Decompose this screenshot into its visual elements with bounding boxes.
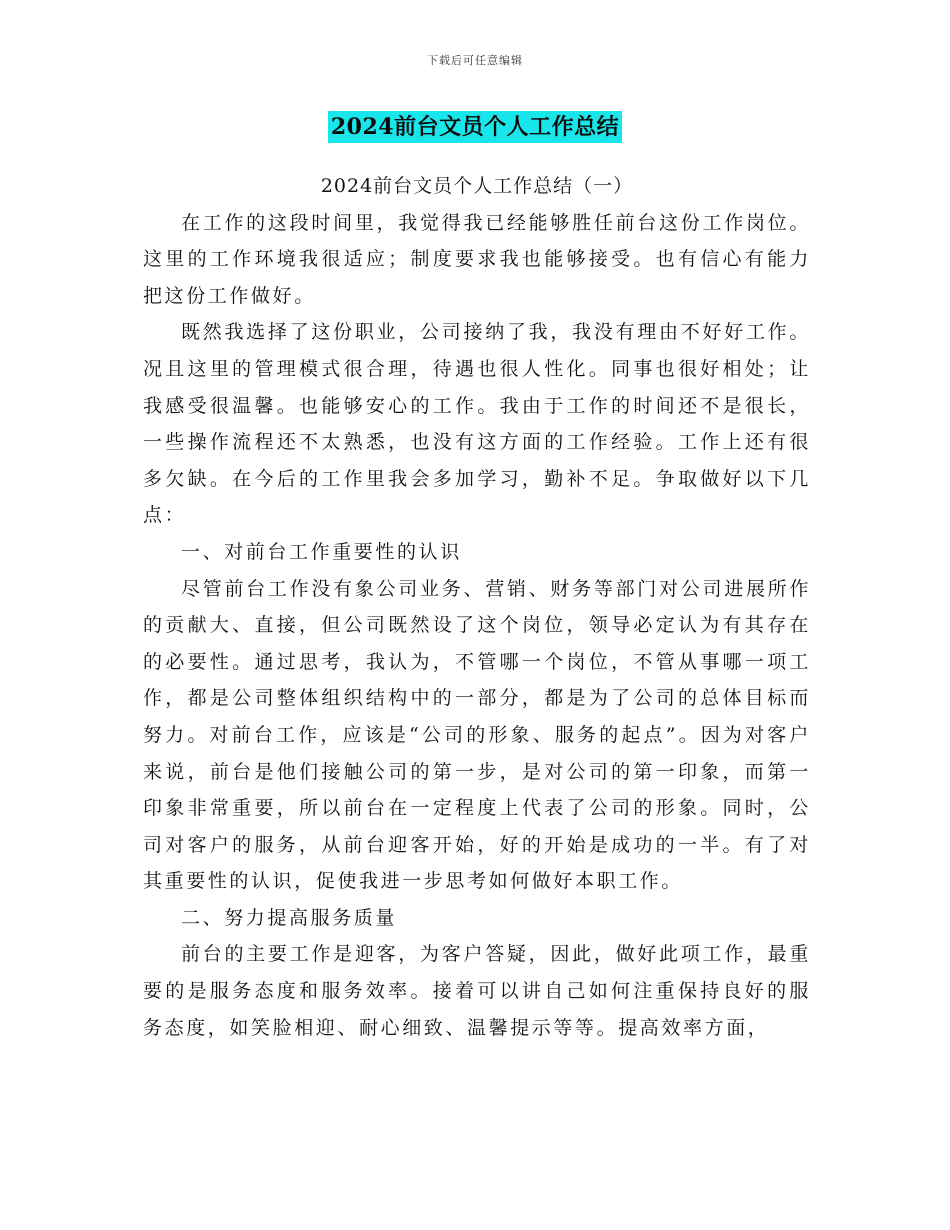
paragraph-choice: 既然我选择了这份职业，公司接纳了我，我没有理由不好好工作。况且这里的管理模式很合理，待遇也很人性化。同事也很好相处；让我感受很温馨。也能够安心的工作。我由于工作的时间还不是很长，一些操作流程还不太熟悉，也没有这方面的工作经验。工作上还有很多欠缺。在今后的工作里我会多加学习，勤补不足。争取做好以下几点： <box>143 321 811 527</box>
section-heading-1: 一、对前台工作重要性的认识 <box>181 540 462 563</box>
section-heading-2: 二、努力提高服务质量 <box>181 906 398 929</box>
header-note: 下载后可任意编辑 <box>427 54 523 67</box>
title-text: 2024前台文员个人工作总结 <box>328 111 622 143</box>
section-subtitle: 2024前台文员个人工作总结（一） <box>320 175 634 197</box>
paragraph-section-1: 尽管前台工作没有象公司业务、营销、财务等部门对公司进展所作的贡献大、直接，但公司既然设了这个岗位，领导必定认为有其存在的必要性。通过思考，我认为，不管哪一个岗位，不管从事哪一项工作，都是公司整体组织结构中的一部分，都是为了公司的总体目标而努力。对前台工作，应该是“公司的形象、服务的起点”。因为对客户来说，前台是他们接触公司的第一步，是对公司的第一印象，而第一印象非常重要，所以前台在一定程度上代表了公司的形象。同时，公司对客户的服务，从前台迎客开始，好的开始是成功的一半。有了对其重要性的认识，促使我进一步思考如何做好本职工作。 <box>143 577 811 893</box>
document-body <box>143 168 811 1046</box>
paragraph-section-2: 前台的主要工作是迎客，为客户答疑，因此，做好此项工作，最重要的是服务态度和服务效率。接着可以讲自己如何注重保持良好的服务态度，如笑脸相迎、耐心细致、温馨提示等等。提高效率方面， <box>143 943 811 1039</box>
paragraph-intro: 在工作的这段时间里，我觉得我已经能够胜任前台这份工作岗位。这里的工作环境我很适应；制度要求我也能够接受。也有信心有能力把这份工作做好。 <box>143 211 811 307</box>
document-title <box>0 111 950 143</box>
